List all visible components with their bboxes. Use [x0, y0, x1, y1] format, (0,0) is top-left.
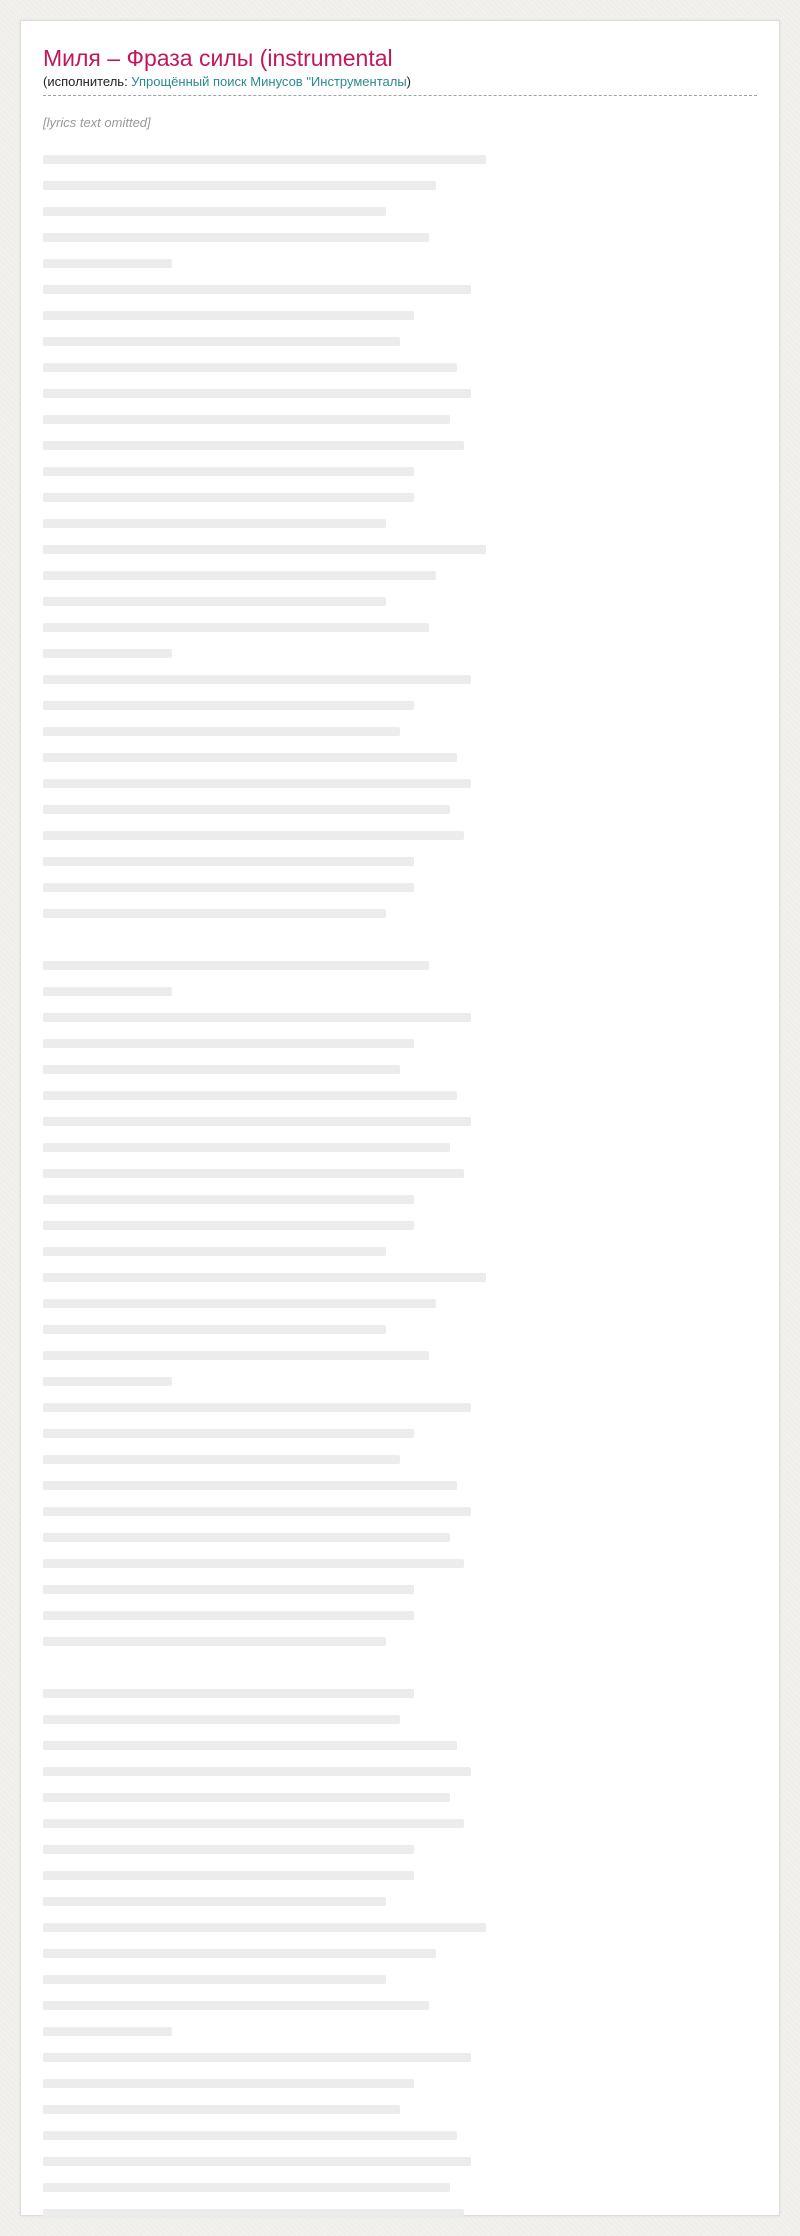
lyric-line-placeholder	[43, 1472, 757, 1498]
lyric-line-placeholder	[43, 796, 757, 822]
lyric-line-placeholder	[43, 1498, 757, 1524]
artist-prefix: (исполнитель:	[43, 74, 132, 89]
lyric-line-placeholder	[43, 1342, 757, 1368]
lyric-line-placeholder	[43, 1810, 757, 1836]
artist-suffix: )	[406, 74, 412, 89]
lyric-line-placeholder	[43, 1290, 757, 1316]
lyric-line-placeholder	[43, 848, 757, 874]
lyric-line-placeholder	[43, 2018, 757, 2044]
lyric-line-placeholder	[43, 2148, 757, 2174]
lyric-line-placeholder	[43, 1108, 757, 1134]
lyric-line-placeholder	[43, 1966, 757, 1992]
lyric-line-placeholder	[43, 1264, 757, 1290]
lyric-line-placeholder	[43, 588, 757, 614]
lyric-line-placeholder	[43, 1134, 757, 1160]
lyric-line-placeholder	[43, 224, 757, 250]
lyric-line-placeholder	[43, 1914, 757, 1940]
lyric-line-placeholder	[43, 510, 757, 536]
lyric-line-placeholder	[43, 2200, 757, 2226]
lyric-line-placeholder	[43, 952, 757, 978]
lyric-line-placeholder	[43, 692, 757, 718]
lyric-line-placeholder	[43, 1576, 757, 1602]
lyric-line-placeholder	[43, 1680, 757, 1706]
lyric-line-placeholder	[43, 484, 757, 510]
lyric-line-placeholder	[43, 354, 757, 380]
lyric-line-placeholder	[43, 328, 757, 354]
lyric-line-placeholder	[43, 2174, 757, 2200]
lyric-line-placeholder	[43, 458, 757, 484]
lyrics-note: [lyrics text omitted]	[43, 115, 151, 130]
lyric-line-placeholder	[43, 562, 757, 588]
lyric-line-placeholder	[43, 1602, 757, 1628]
lyric-line-placeholder	[43, 1732, 757, 1758]
lyric-line-placeholder	[43, 978, 757, 1004]
stanza-list	[43, 146, 757, 2226]
lyric-line-placeholder	[43, 276, 757, 302]
lyric-line-placeholder	[43, 2070, 757, 2096]
lyric-line-placeholder	[43, 1784, 757, 1810]
lyric-line-placeholder	[43, 1082, 757, 1108]
artist-line	[43, 73, 757, 96]
lyric-line-placeholder	[43, 1212, 757, 1238]
lyric-line-placeholder	[43, 198, 757, 224]
lyric-line-placeholder	[43, 1316, 757, 1342]
lyric-line-placeholder	[43, 1888, 757, 1914]
artist-link[interactable]: Упрощённый поиск Минусов "Инструменталы	[131, 74, 407, 89]
lyric-line-placeholder	[43, 2096, 757, 2122]
lyric-line-placeholder	[43, 1056, 757, 1082]
lyric-line-placeholder	[43, 1160, 757, 1186]
lyric-line-placeholder	[43, 250, 757, 276]
lyric-line-placeholder	[43, 1628, 757, 1654]
lyric-line-placeholder	[43, 770, 757, 796]
lyric-line-placeholder	[43, 1862, 757, 1888]
lyric-line-placeholder	[43, 1368, 757, 1394]
lyric-line-placeholder	[43, 1550, 757, 1576]
lyric-line-placeholder	[43, 2122, 757, 2148]
lyric-line-placeholder	[43, 1420, 757, 1446]
lyric-line-placeholder	[43, 718, 757, 744]
lyric-line-placeholder	[43, 1836, 757, 1862]
lyric-line-placeholder	[43, 1004, 757, 1030]
lyric-line-placeholder	[43, 640, 757, 666]
lyric-line-placeholder	[43, 432, 757, 458]
lyric-line-placeholder	[43, 1238, 757, 1264]
lyrics-body	[43, 110, 757, 2226]
lyric-line-placeholder	[43, 614, 757, 640]
lyric-line-placeholder	[43, 1940, 757, 1966]
lyric-line-placeholder	[43, 1706, 757, 1732]
lyric-line-placeholder	[43, 536, 757, 562]
lyric-line-placeholder	[43, 406, 757, 432]
lyric-line-placeholder	[43, 146, 757, 172]
lyric-line-placeholder	[43, 1394, 757, 1420]
lyric-line-placeholder	[43, 874, 757, 900]
lyric-line-placeholder	[43, 1186, 757, 1212]
lyric-line-placeholder	[43, 380, 757, 406]
lyric-line-placeholder	[43, 1030, 757, 1056]
lyric-line-placeholder	[43, 1992, 757, 2018]
lyric-line-placeholder	[43, 900, 757, 926]
lyric-line-placeholder	[43, 302, 757, 328]
lyrics-page	[20, 20, 780, 2216]
lyric-line-placeholder	[43, 2044, 757, 2070]
lyric-line-placeholder	[43, 1446, 757, 1472]
lyric-line-placeholder	[43, 1524, 757, 1550]
lyric-line-placeholder	[43, 744, 757, 770]
page-title: Миля – Фраза силы (instrumental	[43, 45, 393, 71]
lyric-line-placeholder	[43, 172, 757, 198]
lyric-line-placeholder	[43, 822, 757, 848]
lyric-line-placeholder	[43, 1758, 757, 1784]
lyric-line-placeholder	[43, 666, 757, 692]
stanza	[43, 1680, 757, 2226]
stanza	[43, 146, 757, 926]
stanza	[43, 952, 757, 1654]
